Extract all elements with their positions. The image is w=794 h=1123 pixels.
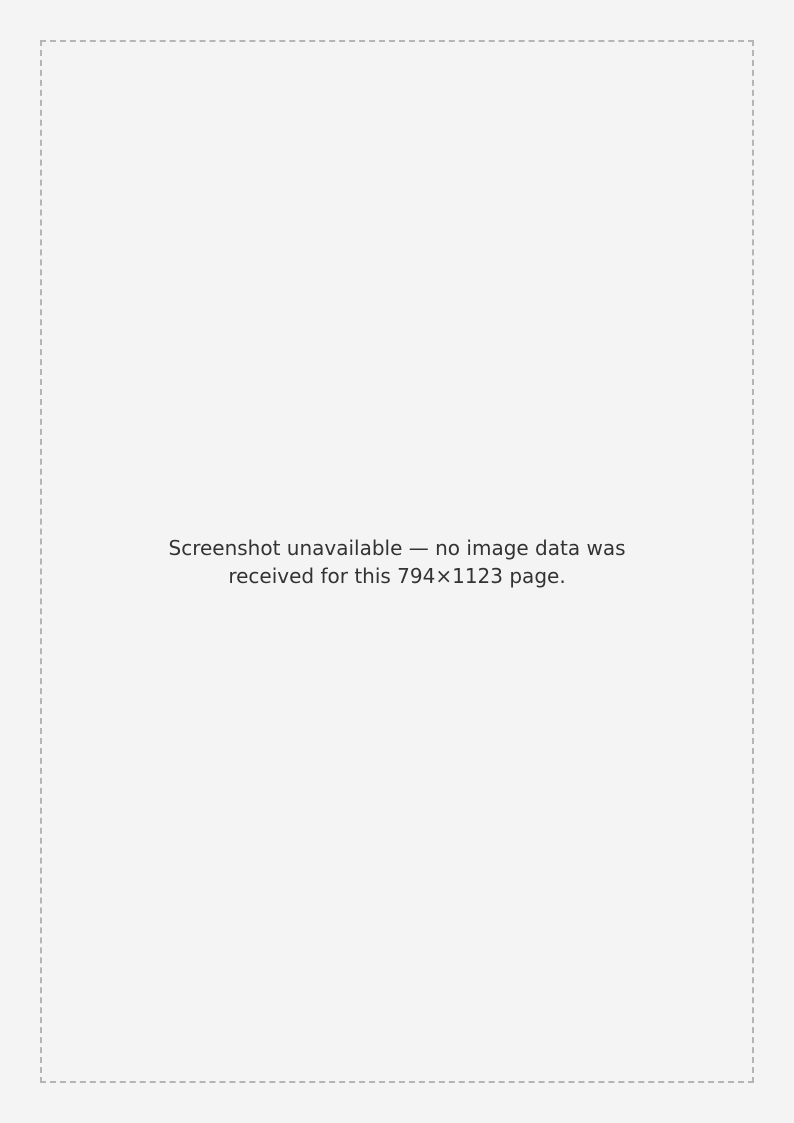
placeholder-notice: Screenshot unavailable — no image data was received for this 794×1123 page.: [168, 535, 626, 588]
placeholder-frame: [40, 40, 754, 1083]
